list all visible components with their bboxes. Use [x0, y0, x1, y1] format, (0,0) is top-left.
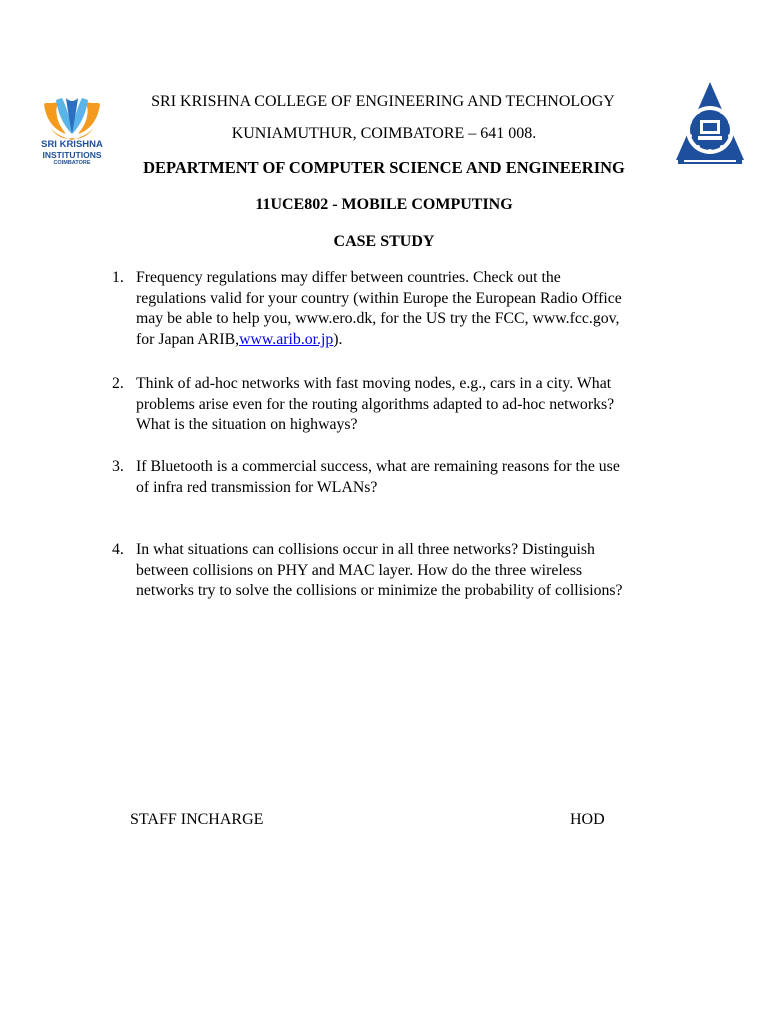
- question-number: 3.: [112, 458, 124, 475]
- question-line: If Bluetooth is a commercial success, what are remaining reasons for the use: [136, 458, 620, 475]
- question-line: between collisions on PHY and MAC layer. How do the three wireless: [136, 561, 583, 579]
- question-line: Think of ad-hoc networks with fast moving nodes, e.g., cars in a city. What: [136, 375, 612, 392]
- hod-signature: HOD: [570, 811, 605, 828]
- question-line: What is the situation on highways?: [136, 416, 358, 434]
- question-text-suffix: ).: [333, 331, 343, 349]
- arib-link[interactable]: www.arib.or.jp: [239, 331, 334, 349]
- college-name: SRI KRISHNA COLLEGE OF ENGINEERING AND TECHNOLOGY: [151, 93, 615, 110]
- question-line: may be able to help you, www.ero.dk, for the US try the FCC, www.fcc.gov,: [136, 310, 620, 328]
- logo-text-line2: INSTITUTIONS: [42, 150, 102, 160]
- question-line: networks try to solve the collisions or minimize the probability of collisions?: [136, 582, 623, 600]
- college-address: KUNIAMUTHUR, COIMBATORE – 641 008.: [231, 125, 537, 142]
- logo-text-line1: SRI KRISHNA: [41, 139, 103, 150]
- question-line: Frequency regulations may differ between countries. Check out the: [136, 269, 561, 286]
- question-number: 1.: [112, 269, 124, 286]
- logo-text-line3: COIMBATORE: [53, 160, 91, 166]
- question-number: 2.: [112, 375, 124, 392]
- department-title: DEPARTMENT OF COMPUTER SCIENCE AND ENGINEERING: [143, 158, 625, 177]
- question-line-last: [136, 330, 692, 351]
- question-line: regulations valid for your country (within Europe the European Radio Office: [136, 289, 622, 307]
- question-line: of infra red transmission for WLANs?: [136, 478, 378, 496]
- course-title: 11UCE802 - MOBILE COMPUTING: [255, 196, 513, 213]
- question-line: In what situations can collisions occur in all three networks? Distinguish: [136, 541, 595, 558]
- question-text-prefix: for Japan ARIB,: [136, 331, 240, 349]
- question-line: problems arise even for the routing algorithms adapted to ad-hoc networks?: [136, 395, 615, 413]
- document-title: CASE STUDY: [333, 233, 435, 250]
- question-number: 4.: [112, 541, 124, 558]
- staff-incharge-signature: STAFF INCHARGE: [130, 811, 264, 828]
